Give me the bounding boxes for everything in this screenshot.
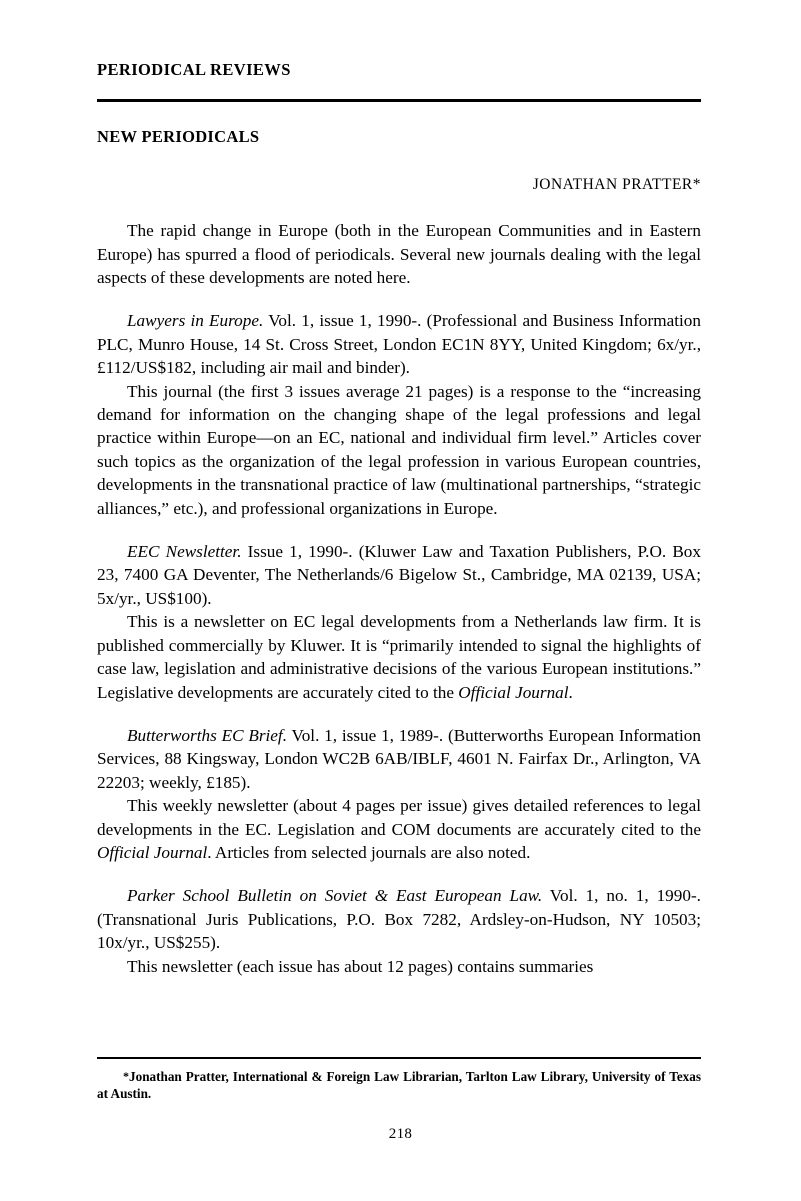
entry-citation xyxy=(97,540,701,610)
footnote-text: Jonathan Pratter, International & Foreign Law Librarian, Tarlton Law Library, University of Texas at Austin. xyxy=(97,1068,701,1102)
entry-citation-text: Issue 1, 1990-. (Kluwer Law and Taxation Publishers, P.O. Box 23, 7400 GA Deventer, The Netherlands/6 Bigelow St., Cambridge, MA 02139, USA; 5x/yr., US$100). xyxy=(97,542,701,608)
author-byline: JONATHAN PRATTER* xyxy=(532,175,701,193)
cited-journal-title: Official Journal xyxy=(97,842,208,862)
annotation-text-tail: . Articles from selected journals are also noted. xyxy=(207,842,531,862)
entry-citation-text: Vol. 1, no. 1, 1990-. (Transnational Juris Publications, P.O. Box 7282, Ardsley-on-Hudson, NY 10503; 10x/yr., US$255). xyxy=(97,886,701,953)
page-content-column xyxy=(97,0,701,978)
entry-annotation xyxy=(97,610,701,704)
entry-title: Butterworths EC Brief. xyxy=(127,725,288,745)
annotation-text-tail: . xyxy=(568,682,573,702)
footnote-divider-rule xyxy=(97,1057,701,1059)
entry-citation-text: Vol. 1, issue 1, 1990-. (Professional and Business Information PLC, Munro House, 14 St. Cross Street, London EC1N 8YY, United Kingdom; 6x/yr., £112/US$182, including air mail and binder). xyxy=(97,311,701,378)
annotation-text: This weekly newsletter (about 4 pages per issue) gives detailed references to legal developments in the EC. Legislation and COM documents are accurately cited to the xyxy=(97,796,701,839)
entry-annotation: This journal (the first 3 issues average 21 pages) is a response to the “increasing demand for information on the changing shape of the legal professions and legal practice within Europe—on an EC, national and individual firm level.” Articles cover such topics as the organization of the legal profession in various European countries, developments in the transnational practice of law (multinational partnerships, “strategic alliances,” etc.), and professional organizations in Europe. xyxy=(97,381,701,518)
entry-title: Lawyers in Europe. xyxy=(127,311,264,331)
entry-citation xyxy=(97,724,701,794)
page-number: 218 xyxy=(388,1126,413,1142)
intro-paragraph: The rapid change in Europe (both in the European Communities and in Eastern Europe) has spurred a flood of periodicals. Several new journals dealing with the legal aspects of these developments are noted here. xyxy=(97,221,701,287)
footnote-zone xyxy=(97,1057,701,1103)
entry-citation xyxy=(97,309,701,379)
annotation-text: This is a newsletter on EC legal developments from a Netherlands law firm. It is published commercially by Kluwer. It is “primarily intended to signal the highlights of case law, legislation and administrative decisions of the various European institutions.” Legislative developments are accurately cited to the xyxy=(97,612,701,702)
entry-citation-text: Vol. 1, issue 1, 1989-. (Butterworths European Information Services, 88 Kingsway, London WC2B 6AB/IBLF, 4601 N. Fairfax Dr., Arlington, VA 22203; weekly, £185). xyxy=(97,725,701,792)
cited-journal-title: Official Journal xyxy=(458,682,569,702)
footnote xyxy=(97,1068,701,1103)
header-divider-rule xyxy=(97,99,701,102)
page-title: NEW PERIODICALS xyxy=(97,126,260,146)
entry-title: Parker School Bulletin on Soviet & East European Law. xyxy=(127,886,543,906)
entry-title: EEC Newsletter. xyxy=(127,542,242,562)
entry-annotation: This newsletter (each issue has about 12 pages) contains summaries xyxy=(127,956,594,976)
entry-citation xyxy=(97,884,701,954)
running-head: PERIODICAL REVIEWS xyxy=(97,60,291,79)
entry-annotation xyxy=(97,794,701,864)
footnote-marker: * xyxy=(123,1068,129,1083)
